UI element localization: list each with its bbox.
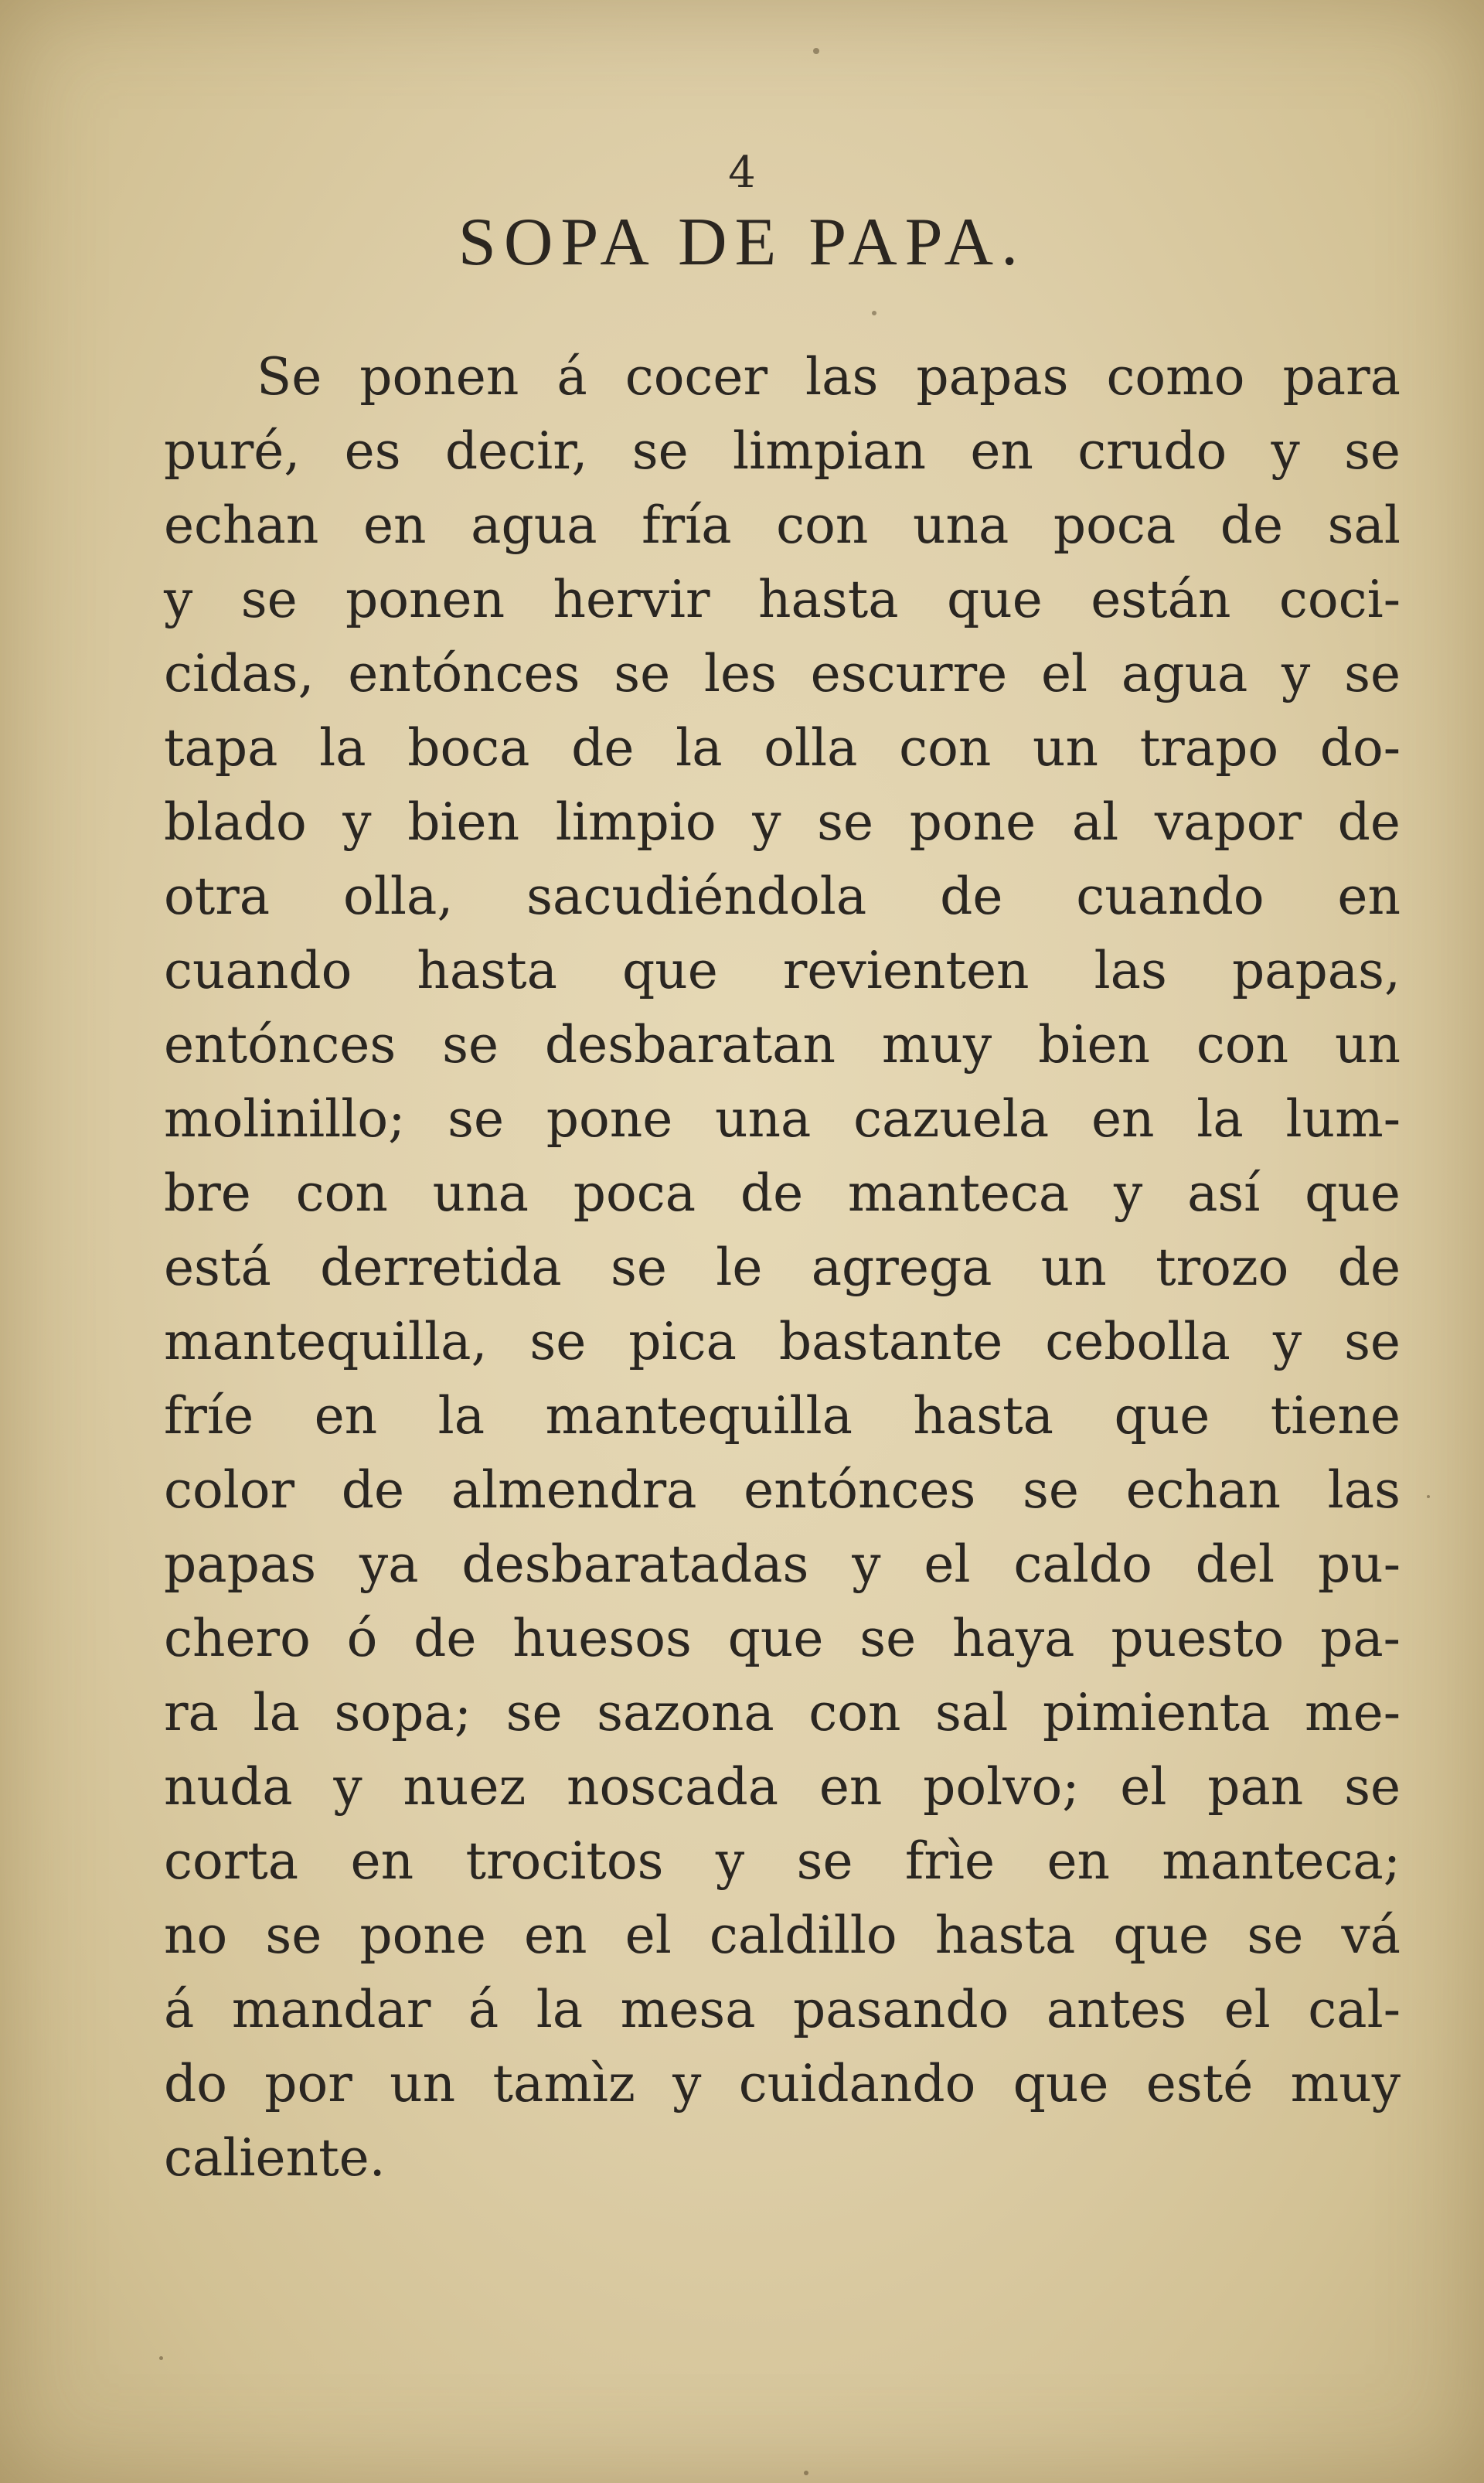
body-line: papas ya desbaratadas y el caldo del pu- — [164, 1534, 1401, 1594]
paper-speck — [1427, 1495, 1430, 1498]
paper-speck — [159, 2356, 163, 2360]
body-line: á mandar á la mesa pasando antes el cal- — [164, 1980, 1401, 2039]
body-line: echan en agua fría con una poca de sal — [164, 496, 1401, 555]
body-line: molinillo; se pone una cazuela en la lum- — [164, 1089, 1401, 1149]
page-number: 4 — [728, 148, 756, 198]
recipe-body — [164, 340, 1401, 2195]
body-line: no se pone en el caldillo hasta que se vá — [164, 1906, 1401, 1965]
body-line: entónces se desbaratan muy bien con un — [164, 1015, 1401, 1075]
body-line: corta en trocitos y se frìe en manteca; — [164, 1831, 1401, 1891]
paper-speck — [872, 311, 876, 315]
body-line: Se ponen á cocer las papas como para — [257, 347, 1401, 407]
body-line: fríe en la mantequilla hasta que tiene — [164, 1386, 1401, 1446]
body-line: do por un tamìz y cuidando que esté muy — [164, 2054, 1401, 2113]
body-line: cidas, entónces se les escurre el agua y se — [164, 644, 1401, 703]
recipe-title: SOPA DE PAPA. — [458, 205, 1026, 280]
body-line: otra olla, sacudiéndola de cuando en — [164, 867, 1401, 926]
body-line: blado y bien limpio y se pone al vapor de — [164, 792, 1401, 852]
body-line: color de almendra entónces se echan las — [164, 1460, 1401, 1520]
body-line: tapa la boca de la olla con un trapo do- — [164, 718, 1401, 778]
body-line: bre con una poca de manteca y así que — [164, 1163, 1401, 1223]
paper-speck — [813, 48, 819, 54]
body-line: nuda y nuez noscada en polvo; el pan se — [164, 1757, 1401, 1817]
body-line: puré, es decir, se limpian en crudo y se — [164, 421, 1401, 481]
body-line: está derretida se le agrega un trozo de — [164, 1238, 1401, 1297]
body-line: chero ó de huesos que se haya puesto pa- — [164, 1609, 1401, 1668]
body-line: y se ponen hervir hasta que están coci- — [164, 570, 1401, 629]
body-line: cuando hasta que revienten las papas, — [164, 941, 1401, 1000]
body-line: caliente. — [164, 2128, 386, 2188]
paper-speck — [804, 2471, 808, 2475]
body-line: mantequilla, se pica bastante cebolla y se — [164, 1312, 1401, 1371]
body-line: ra la sopa; se sazona con sal pimienta me- — [164, 1683, 1401, 1742]
